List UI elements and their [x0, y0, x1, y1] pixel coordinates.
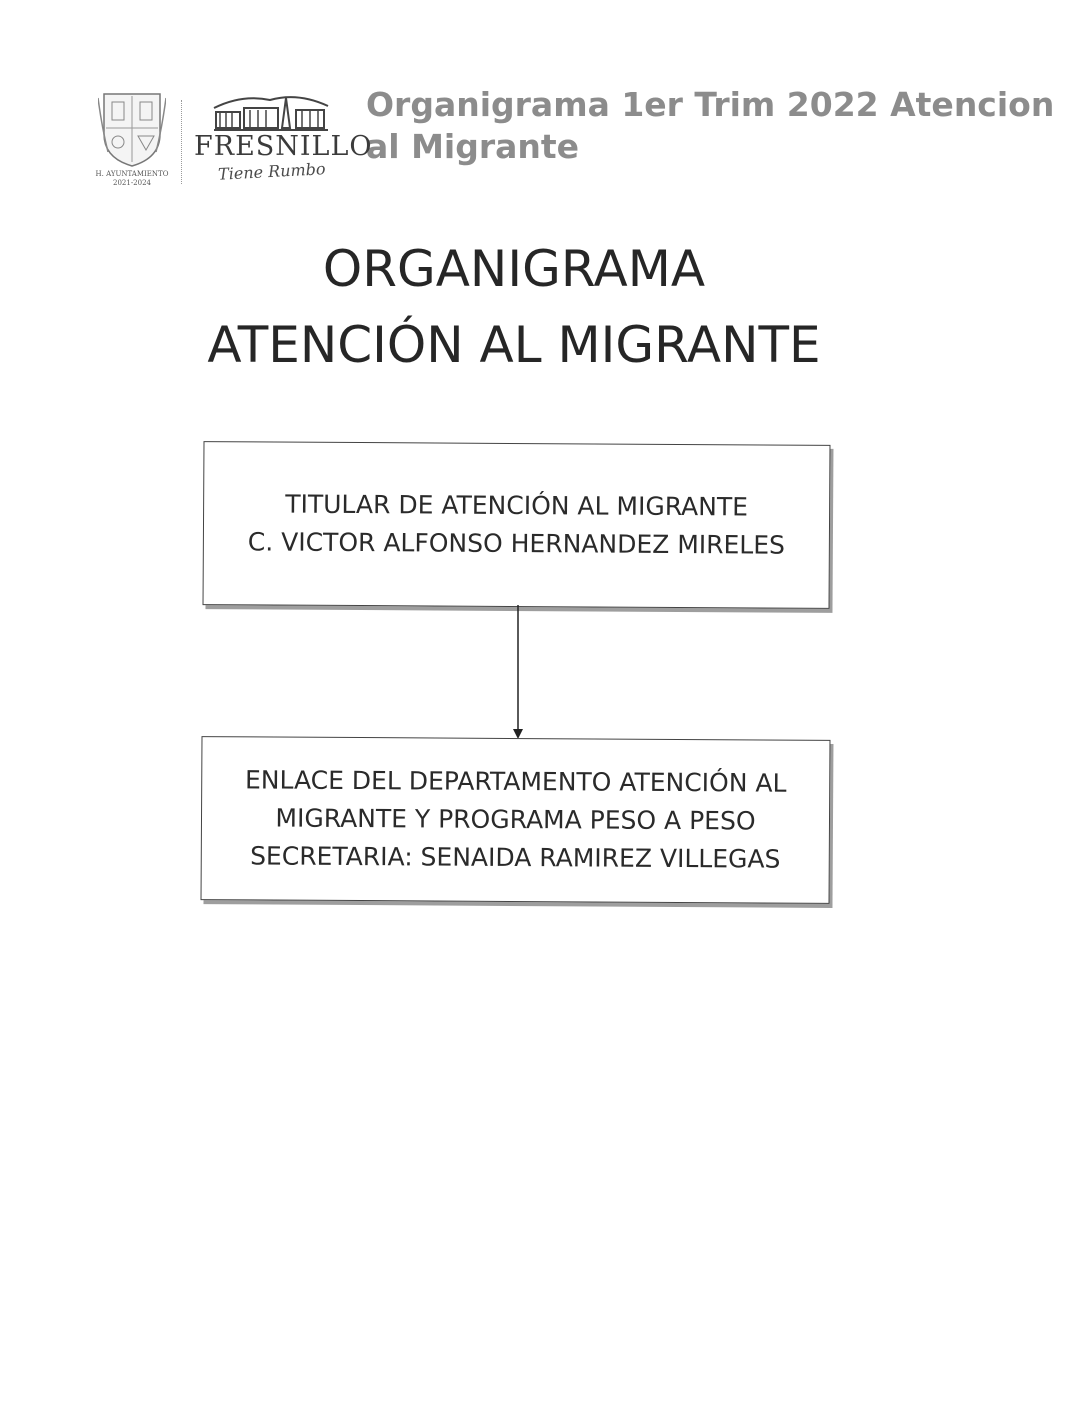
titular-name: C. VICTOR ALFONSO HERNANDEZ MIRELES: [247, 527, 786, 560]
page-title-line2: ATENCIÓN AL MIGRANTE: [207, 316, 821, 374]
enlace-line3: SECRETARIA: SENAIDA RAMIREZ VILLEGAS: [250, 841, 781, 874]
enlace-line1: ENLACE DEL DEPARTAMENTO ATENCIÓN AL: [244, 765, 787, 798]
enlace-line2: MIGRANTE Y PROGRAMA PESO A PESO: [275, 803, 756, 836]
document-title: Organigrama 1er Trim 2022 Atencion al Migrante: [366, 85, 1055, 166]
city-skyline-icon: [212, 86, 330, 132]
crest-caption-line1: H. AYUNTAMIENTO: [95, 170, 169, 178]
crest-caption-line2: 2021-2024: [113, 179, 151, 187]
brand-name: FRESNILLO: [194, 131, 373, 162]
titular-role: TITULAR DE ATENCIÓN AL MIGRANTE: [285, 489, 749, 522]
brand-tagline: Tiene Rumbo: [217, 159, 326, 184]
org-box-enlace: [201, 736, 831, 904]
crest-caption: [90, 170, 174, 188]
logo-divider: [181, 100, 182, 184]
page-title-line1: ORGANIGRAMA: [322, 240, 706, 298]
org-connector-arrow: [510, 605, 526, 741]
org-box-titular: [203, 441, 831, 609]
